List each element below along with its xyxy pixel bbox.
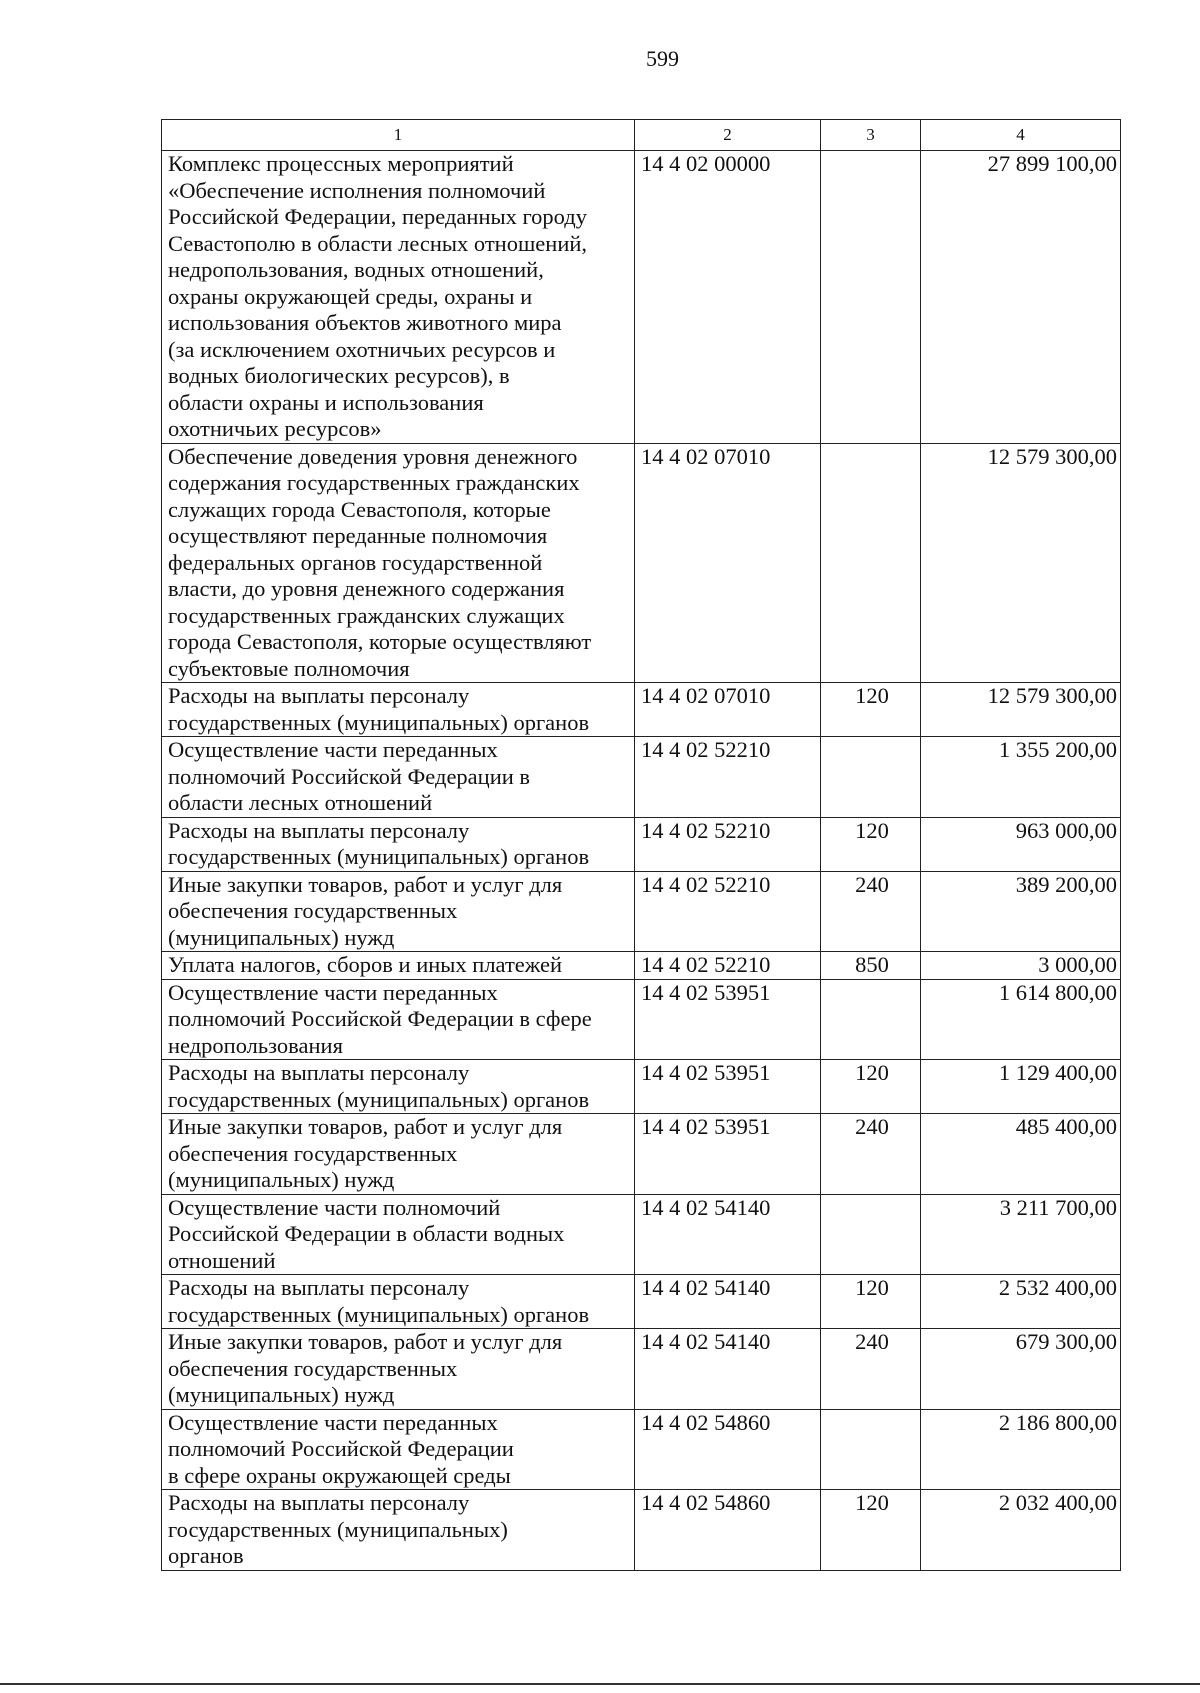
- page-number: 599: [646, 46, 679, 71]
- row-amount-cell: 679 300,00: [921, 1329, 1121, 1410]
- row-type-cell: [821, 1409, 921, 1490]
- table-row: [162, 952, 1121, 980]
- row-code-cell: 14 4 02 52210: [635, 737, 821, 818]
- row-type-cell: 240: [821, 1329, 921, 1410]
- row-amount-cell: 12 579 300,00: [921, 683, 1121, 737]
- row-type-cell: [821, 1194, 921, 1275]
- row-amount-cell: 2 532 400,00: [921, 1275, 1121, 1329]
- table-row: [162, 1409, 1121, 1490]
- row-name-cell: Иные закупки товаров, работ и услуг для обеспечения государственных (муниципальных) нужд: [162, 1114, 635, 1195]
- row-name-cell: Расходы на выплаты персоналу государственных (муниципальных) органов: [162, 1060, 635, 1114]
- row-amount-cell: 2 032 400,00: [921, 1490, 1121, 1571]
- row-type-cell: [821, 151, 921, 444]
- table-row: [162, 1060, 1121, 1114]
- row-type-cell: 120: [821, 683, 921, 737]
- row-type-cell: [821, 443, 921, 683]
- row-code-cell: 14 4 02 54140: [635, 1194, 821, 1275]
- table-row: [162, 1114, 1121, 1195]
- table-row: [162, 979, 1121, 1060]
- row-type-cell: 120: [821, 1490, 921, 1571]
- table-row: [162, 1194, 1121, 1275]
- row-name-cell: Уплата налогов, сборов и иных платежей: [162, 952, 635, 980]
- table-row: [162, 871, 1121, 952]
- row-type-cell: 850: [821, 952, 921, 980]
- row-amount-cell: 2 186 800,00: [921, 1409, 1121, 1490]
- row-amount-cell: 3 211 700,00: [921, 1194, 1121, 1275]
- row-name-cell: Расходы на выплаты персоналу государственных (муниципальных) органов: [162, 683, 635, 737]
- table-row: [162, 151, 1121, 444]
- row-amount-cell: 1 614 800,00: [921, 979, 1121, 1060]
- row-code-cell: 14 4 02 53951: [635, 979, 821, 1060]
- row-name-cell: Расходы на выплаты персоналу государственных (муниципальных) органов: [162, 1490, 635, 1571]
- row-code-cell: 14 4 02 54860: [635, 1409, 821, 1490]
- table-row: [162, 1329, 1121, 1410]
- row-name-cell: Осуществление части переданных полномочий Российской Федерации в области лесных отношений: [162, 737, 635, 818]
- row-code-cell: 14 4 02 54140: [635, 1329, 821, 1410]
- row-amount-cell: 12 579 300,00: [921, 443, 1121, 683]
- row-name-cell: Расходы на выплаты персоналу государственных (муниципальных) органов: [162, 1275, 635, 1329]
- row-type-cell: 120: [821, 817, 921, 871]
- row-code-cell: 14 4 02 53951: [635, 1060, 821, 1114]
- row-amount-cell: 3 000,00: [921, 952, 1121, 980]
- row-name-cell: Осуществление части переданных полномочий Российской Федерации в сфере недропользования: [162, 979, 635, 1060]
- row-code-cell: 14 4 02 00000: [635, 151, 821, 444]
- header-col-4: 4: [921, 120, 1121, 151]
- row-amount-cell: 485 400,00: [921, 1114, 1121, 1195]
- row-name-cell: Осуществление части полномочий Российской Федерации в области водных отношений: [162, 1194, 635, 1275]
- row-type-cell: 120: [821, 1275, 921, 1329]
- table-row: [162, 737, 1121, 818]
- table-body: [162, 151, 1121, 1571]
- row-name-cell: Иные закупки товаров, работ и услуг для обеспечения государственных (муниципальных) нужд: [162, 871, 635, 952]
- row-amount-cell: 1 129 400,00: [921, 1060, 1121, 1114]
- table-row: [162, 1490, 1121, 1571]
- row-name-cell: Расходы на выплаты персоналу государственных (муниципальных) органов: [162, 817, 635, 871]
- row-amount-cell: 389 200,00: [921, 871, 1121, 952]
- table-row: [162, 817, 1121, 871]
- header-col-3: 3: [821, 120, 921, 151]
- row-name-cell: Осуществление части переданных полномочий Российской Федерации в сфере охраны окружающей среды: [162, 1409, 635, 1490]
- budget-table: [161, 119, 1121, 1571]
- row-code-cell: 14 4 02 54860: [635, 1490, 821, 1571]
- row-type-cell: [821, 979, 921, 1060]
- row-code-cell: 14 4 02 53951: [635, 1114, 821, 1195]
- row-code-cell: 14 4 02 07010: [635, 443, 821, 683]
- row-amount-cell: 963 000,00: [921, 817, 1121, 871]
- table-row: [162, 683, 1121, 737]
- table-row: [162, 1275, 1121, 1329]
- page-bottom-border: [0, 1683, 1200, 1685]
- row-code-cell: 14 4 02 54140: [635, 1275, 821, 1329]
- row-name-cell: Иные закупки товаров, работ и услуг для обеспечения государственных (муниципальных) нужд: [162, 1329, 635, 1410]
- row-type-cell: 120: [821, 1060, 921, 1114]
- row-code-cell: 14 4 02 52210: [635, 952, 821, 980]
- row-name-cell: Обеспечение доведения уровня денежного содержания государственных гражданских служащих города Севастополя, которые осуществляют переданные полномочия федеральных органов государственной власти, до уровня денежного содержания государственных гражданских служащих города Севастополя, которые осуществляют субъектовые полномочия: [162, 443, 635, 683]
- header-col-2: 2: [635, 120, 821, 151]
- row-type-cell: 240: [821, 1114, 921, 1195]
- row-amount-cell: 1 355 200,00: [921, 737, 1121, 818]
- table-header-row: [162, 120, 1121, 151]
- header-col-1: 1: [162, 120, 635, 151]
- row-code-cell: 14 4 02 52210: [635, 817, 821, 871]
- row-code-cell: 14 4 02 52210: [635, 871, 821, 952]
- row-amount-cell: 27 899 100,00: [921, 151, 1121, 444]
- row-name-cell: Комплекс процессных мероприятий «Обеспечение исполнения полномочий Российской Федерации, переданных городу Севастополю в области лесных отношений, недропользования, водных отношений, охраны окружающей среды, охраны и использования объектов животного мира (за исключением охотничьих ресурсов и водных биологических ресурсов), в области охраны и использования охотничьих ресурсов»: [162, 151, 635, 444]
- row-type-cell: 240: [821, 871, 921, 952]
- row-code-cell: 14 4 02 07010: [635, 683, 821, 737]
- row-type-cell: [821, 737, 921, 818]
- table-row: [162, 443, 1121, 683]
